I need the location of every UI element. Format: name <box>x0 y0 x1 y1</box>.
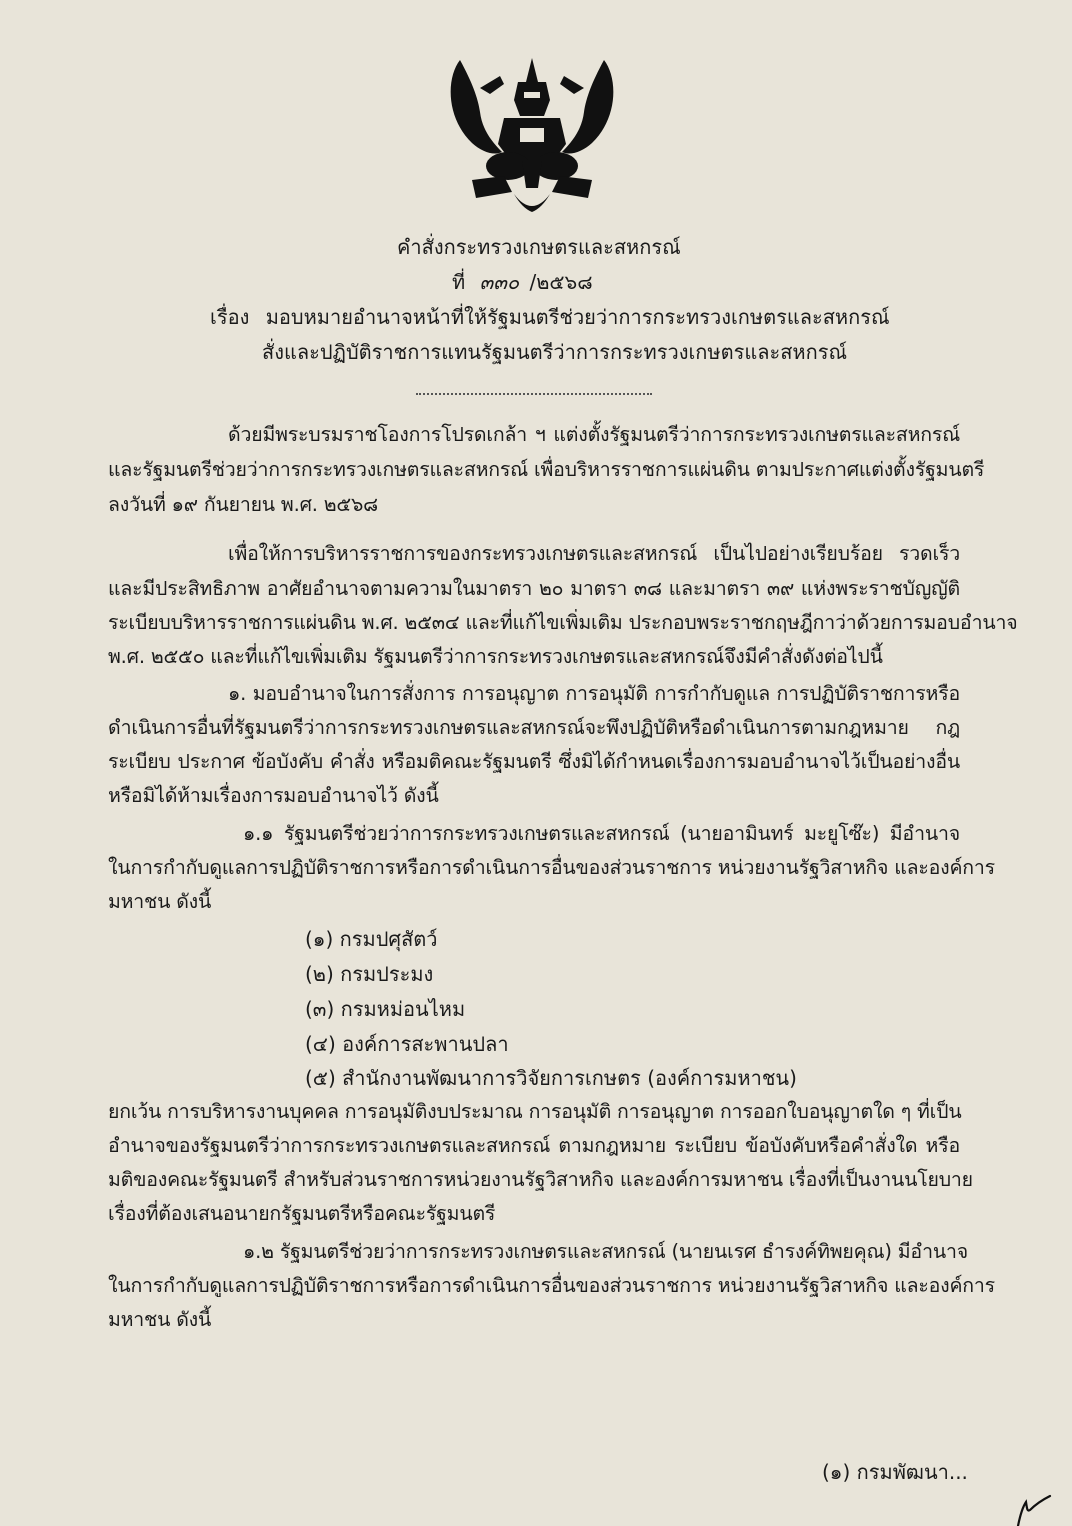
clause1-2-line-3: มหาชน ดังนี้ <box>108 1308 212 1331</box>
clause1-2-line-1: ๑.๒ รัฐมนตรีช่วยว่าการกระทรวงเกษตรและสหกรณ์ (นายนเรศ ธำรงค์ทิพยคุณ) มีอำนาจ <box>243 1240 969 1263</box>
para1-line-1: ด้วยมีพระบรมราชโองการโปรดเกล้า ฯ แต่งตั้งรัฐมนตรีว่าการกระทรวงเกษตรและสหกรณ์ <box>228 423 960 446</box>
order-number <box>452 268 593 296</box>
list-item: (๒) กรมประมง <box>305 962 434 986</box>
clause1-1-line-3: มหาชน ดังนี้ <box>108 890 212 913</box>
exception-line-2: อำนาจของรัฐมนตรีว่าการกระทรวงเกษตรและสหกรณ์ ตามกฎหมาย ระเบียบ ข้อบังคับหรือคำสั่งใด หรือ <box>108 1134 960 1157</box>
dotted-separator <box>416 393 652 395</box>
subject-text-1: มอบหมายอำนาจหน้าที่ให้รัฐมนตรีช่วยว่าการกระทรวงเกษตรและสหกรณ์ <box>265 305 890 329</box>
garuda-emblem-icon <box>442 48 622 220</box>
clause1-line-3: ระเบียบ ประกาศ ข้อบังคับ คำสั่ง หรือมติคณะรัฐมนตรี ซึ่งมิได้กำหนดเรื่องการมอบอำนาจไว้เป็นอย่างอื่น <box>108 750 960 773</box>
order-number-handwritten: ๓๓๐ <box>479 270 520 294</box>
list-item: (๔) องค์การสะพานปลา <box>305 1032 509 1056</box>
clause1-line-2: ดำเนินการอื่นที่รัฐมนตรีว่าการกระทรวงเกษตรและสหกรณ์จะพึงปฏิบัติหรือดำเนินการตามกฎหมาย กฎ <box>108 716 960 739</box>
para2-line-3: ระเบียบบริหารราชการแผ่นดิน พ.ศ. ๒๕๓๔ และที่แก้ไขเพิ่มเติม ประกอบพระราชกฤษฎีกาว่าด้วยการมอบอำนาจ <box>108 611 1018 634</box>
subject-line-2: สั่งและปฏิบัติราชการแทนรัฐมนตรีว่าการกระทรวงเกษตรและสหกรณ์ <box>262 340 848 364</box>
clause1-line-4: หรือมิได้ห้ามเรื่องการมอบอำนาจไว้ ดังนี้ <box>108 784 439 807</box>
order-title: คำสั่งกระทรวงเกษตรและสหกรณ์ <box>397 235 681 259</box>
list-item: (๕) สำนักงานพัฒนาการวิจัยการเกษตร (องค์การมหาชน) <box>305 1066 797 1090</box>
order-number-year: /๒๕๖๘ <box>529 270 593 294</box>
clause1-1-line-1: ๑.๑ รัฐมนตรีช่วยว่าการกระทรวงเกษตรและสหกรณ์ (นายอามินทร์ มะยูโซ๊ะ) มีอำนาจ <box>243 822 960 845</box>
exception-line-1: ยกเว้น การบริหารงานบุคคล การอนุมัติงบประมาณ การอนุมัติ การอนุญาต การออกใบอนุญาตใด ๆ ที่เป็น <box>108 1100 962 1123</box>
handwritten-initial-icon <box>1012 1492 1052 1526</box>
subject-label: เรื่อง <box>210 305 250 329</box>
para1-line-3: ลงวันที่ ๑๙ กันยายน พ.ศ. ๒๕๖๘ <box>108 493 378 516</box>
para1-line-2: และรัฐมนตรีช่วยว่าการกระทรวงเกษตรและสหกรณ์ เพื่อบริหารราชการแผ่นดิน ตามประกาศแต่งตั้งรัฐมนตรี <box>108 458 985 481</box>
continuation-text: (๑) กรมพัฒนา... <box>822 1460 968 1484</box>
list-item: (๓) กรมหม่อนไหม <box>305 997 466 1021</box>
subject-line-1 <box>210 303 890 331</box>
exception-line-4: เรื่องที่ต้องเสนอนายกรัฐมนตรีหรือคณะรัฐมนตรี <box>108 1202 496 1225</box>
exception-line-3: มติของคณะรัฐมนตรี สำหรับส่วนราชการหน่วยงานรัฐวิสาหกิจ และองค์การมหาชน เรื่องที่เป็นงานนโยบาย <box>108 1168 973 1191</box>
list-item: (๑) กรมปศุสัตว์ <box>305 927 438 951</box>
para2-line-1: เพื่อให้การบริหารราชการของกระทรวงเกษตรและสหกรณ์ เป็นไปอย่างเรียบร้อย รวดเร็ว <box>228 542 960 565</box>
clause1-1-line-2: ในการกำกับดูแลการปฏิบัติราชการหรือการดำเนินการอื่นของส่วนราชการ หน่วยงานรัฐวิสาหกิจ และองค์การ <box>108 856 995 879</box>
clause1-line-1: ๑. มอบอำนาจในการสั่งการ การอนุญาต การอนุมัติ การกำกับดูแล การปฏิบัติราชการหรือ <box>228 682 960 705</box>
para2-line-4: พ.ศ. ๒๕๕๐ และที่แก้ไขเพิ่มเติม รัฐมนตรีว่าการกระทรวงเกษตรและสหกรณ์จึงมีคำสั่งดังต่อไปนี้ <box>108 645 883 668</box>
order-number-prefix: ที่ <box>452 270 466 294</box>
para2-line-2: และมีประสิทธิภาพ อาศัยอำนาจตามความในมาตรา ๒๐ มาตรา ๓๘ และมาตรา ๓๙ แห่งพระราชบัญญัติ <box>108 577 960 600</box>
clause1-2-line-2: ในการกำกับดูแลการปฏิบัติราชการหรือการดำเนินการอื่นของส่วนราชการ หน่วยงานรัฐวิสาหกิจ และองค์การ <box>108 1274 995 1297</box>
